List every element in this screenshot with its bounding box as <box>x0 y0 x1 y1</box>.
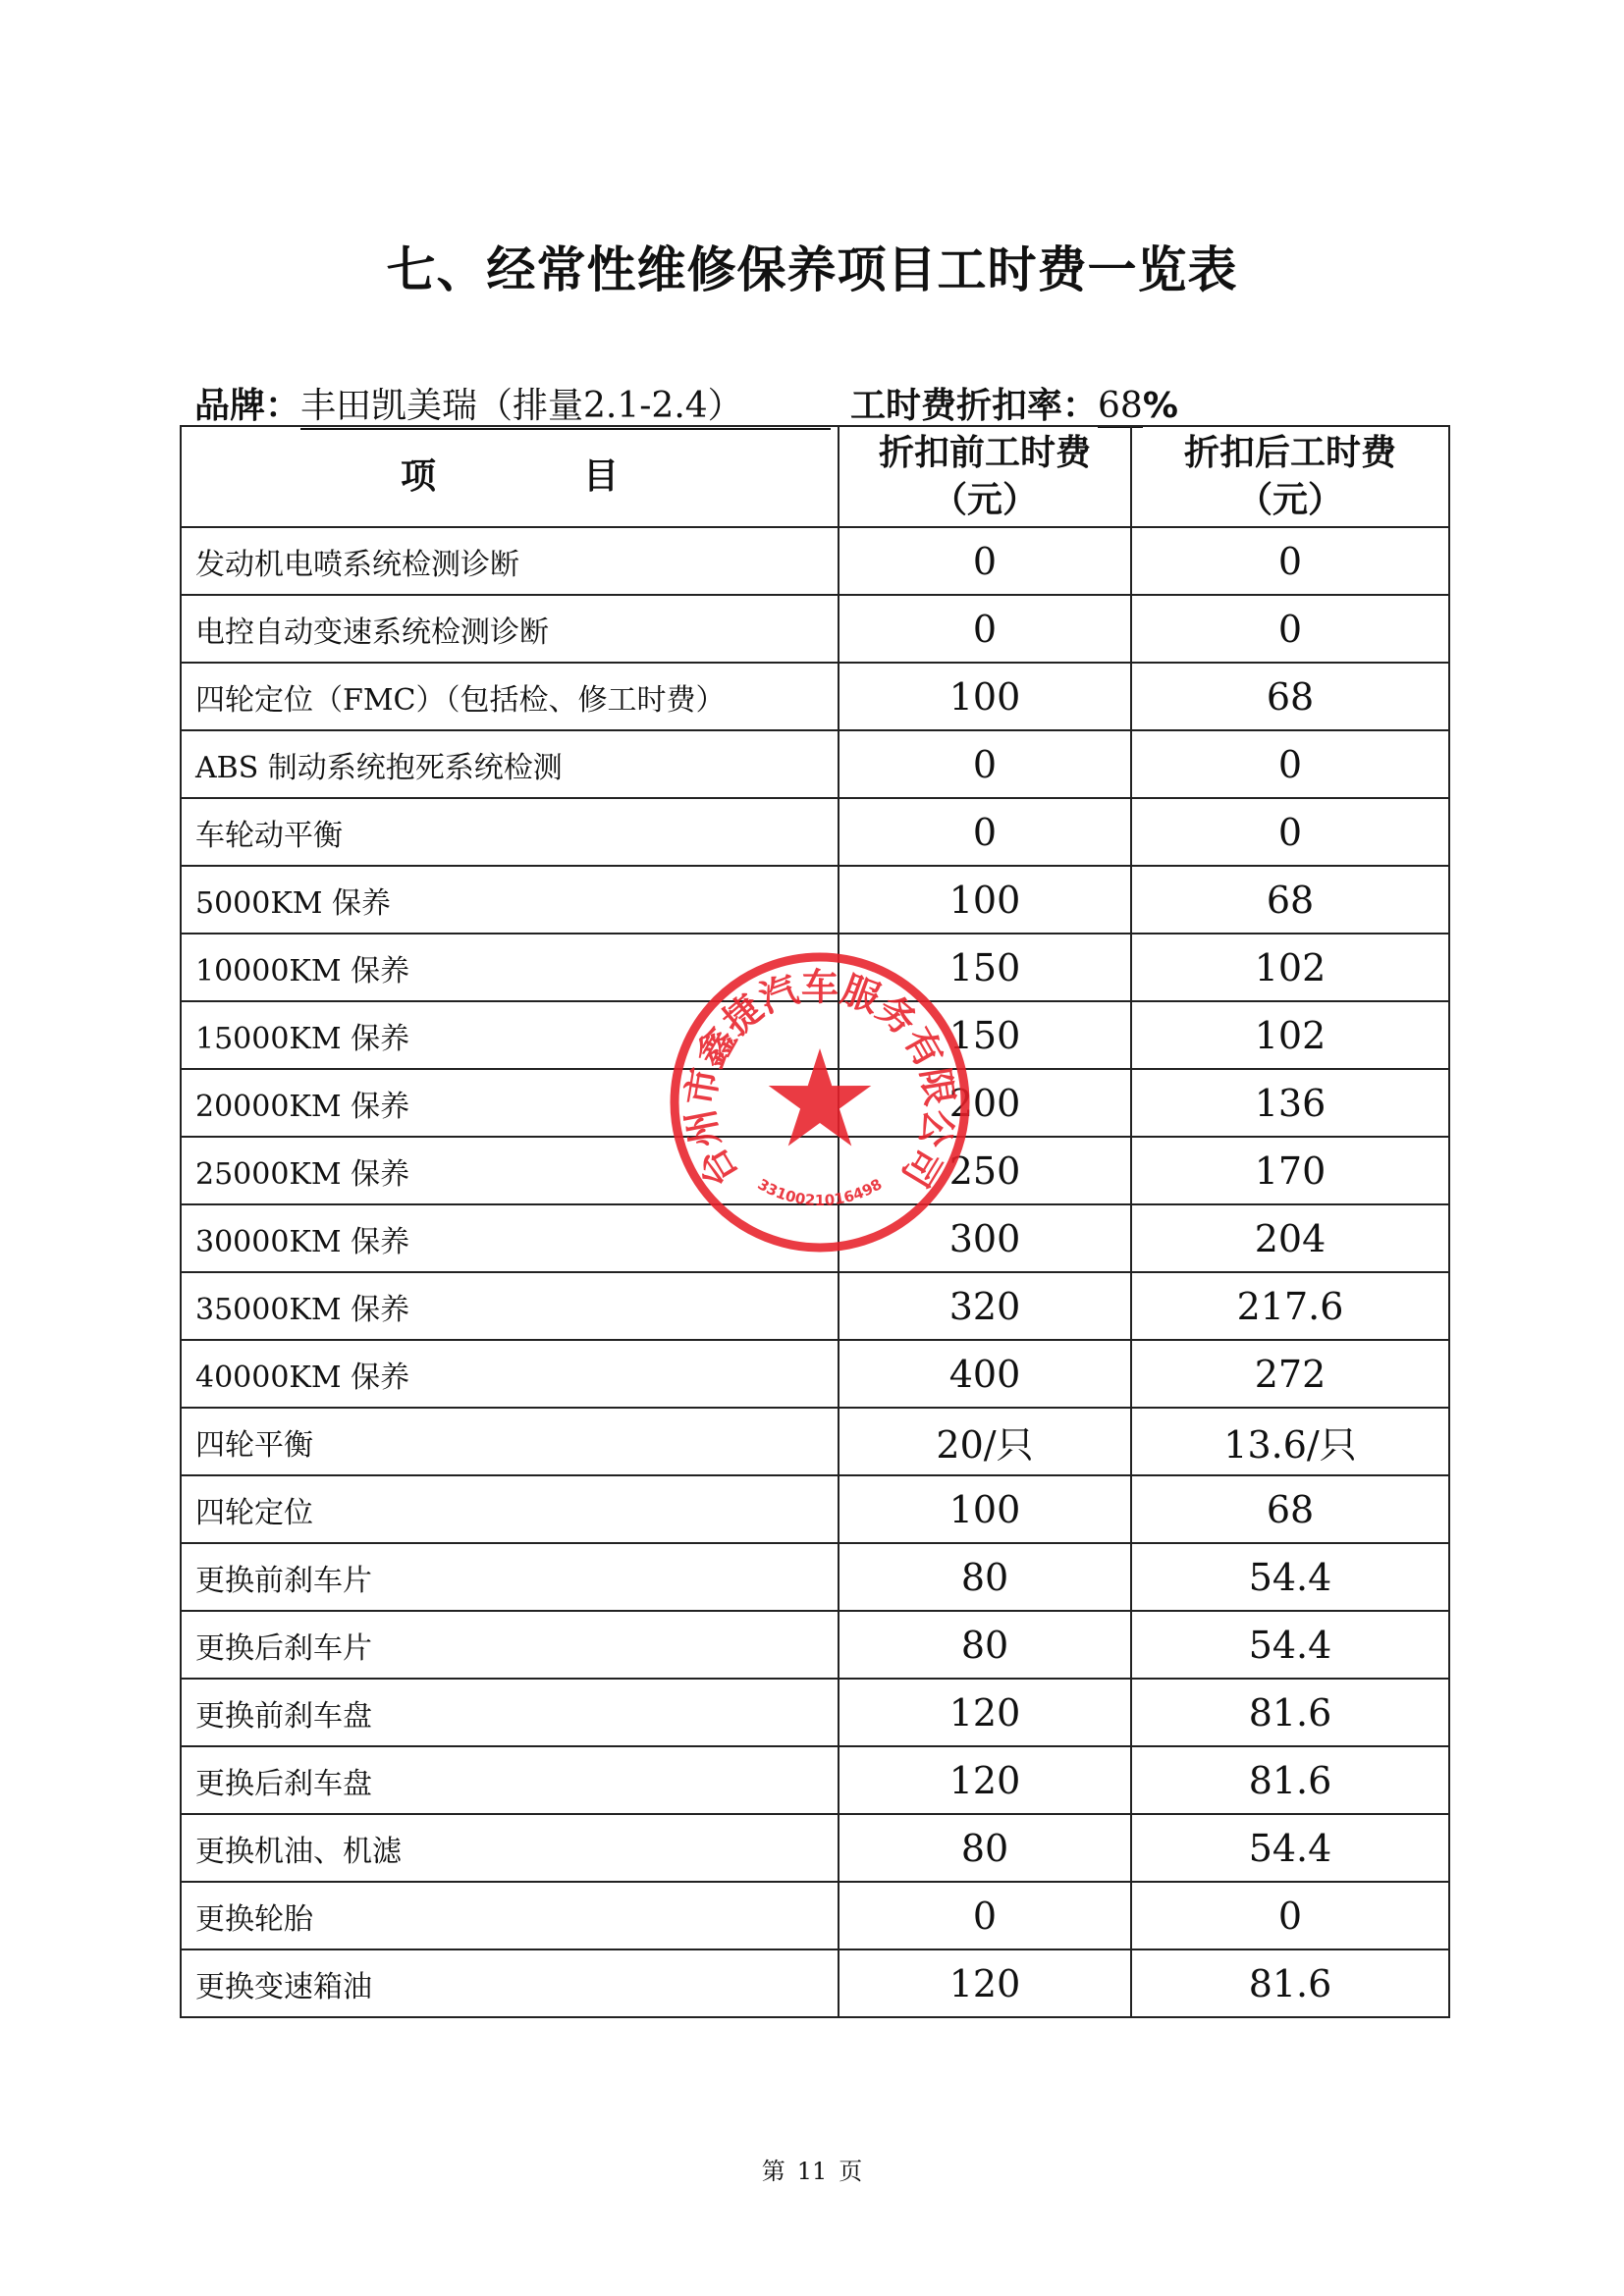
item-cell: 四轮平衡 <box>181 1408 839 1475</box>
table-row <box>181 663 1449 730</box>
before-cell: 0 <box>839 527 1131 595</box>
before-cell: 100 <box>839 866 1131 934</box>
after-cell: 54.4 <box>1131 1543 1449 1611</box>
seal-code-path: 3310021016498 <box>754 1175 886 1209</box>
header-before-discount <box>839 426 1131 527</box>
table-row <box>181 527 1449 595</box>
company-seal <box>668 950 972 1255</box>
after-cell: 204 <box>1131 1204 1449 1272</box>
after-cell: 0 <box>1131 595 1449 663</box>
after-cell: 272 <box>1131 1340 1449 1408</box>
rate-value: 68 <box>1098 386 1143 426</box>
header-item-b: 目 <box>583 455 620 497</box>
before-cell: 120 <box>839 1949 1131 2017</box>
header-item-a: 项 <box>400 455 436 497</box>
table-row <box>181 1814 1449 1882</box>
header-before-line1: 折扣前工时费 <box>878 432 1091 473</box>
after-cell: 170 <box>1131 1137 1449 1204</box>
header-item <box>181 426 839 527</box>
item-cell: 20000KM 保养 <box>181 1069 839 1137</box>
before-cell: 20/只 <box>839 1408 1131 1475</box>
before-cell: 120 <box>839 1679 1131 1746</box>
table-row <box>181 1272 1449 1340</box>
seal-text-path: 台州市鑫捷汽车服务有限公司 <box>677 965 962 1195</box>
after-cell: 0 <box>1131 730 1449 798</box>
after-cell: 54.4 <box>1131 1611 1449 1679</box>
seal-code <box>755 1175 886 1209</box>
item-cell: 10000KM 保养 <box>181 934 839 1001</box>
table-row <box>181 1679 1449 1746</box>
page-title: 七、经常性维修保养项目工时费一览表 <box>386 241 1238 298</box>
before-cell: 0 <box>839 595 1131 663</box>
item-cell: 更换后刹车片 <box>181 1611 839 1679</box>
before-cell: 200 <box>839 1069 1131 1137</box>
rate-unit: % <box>1142 386 1178 426</box>
after-cell: 68 <box>1131 866 1449 934</box>
item-cell: 15000KM 保养 <box>181 1001 839 1069</box>
rate-label: 工时费折扣率： <box>850 386 1099 426</box>
before-cell: 0 <box>839 798 1131 866</box>
table-header-row <box>181 426 1449 527</box>
after-cell: 68 <box>1131 1475 1449 1543</box>
after-cell: 68 <box>1131 663 1449 730</box>
before-cell: 80 <box>839 1543 1131 1611</box>
after-cell: 54.4 <box>1131 1814 1449 1882</box>
brand-value: 丰田凯美瑞（排量2.1-2.4） <box>300 378 831 430</box>
before-cell: 300 <box>839 1204 1131 1272</box>
item-cell: 更换机油、机滤 <box>181 1814 839 1882</box>
before-cell: 80 <box>839 1611 1131 1679</box>
before-cell: 100 <box>839 1475 1131 1543</box>
page-footer <box>0 2152 1624 2186</box>
before-cell: 0 <box>839 1882 1131 1949</box>
item-cell: 30000KM 保养 <box>181 1204 839 1272</box>
item-cell: 40000KM 保养 <box>181 1340 839 1408</box>
seal-star-icon <box>769 1048 872 1147</box>
after-cell: 0 <box>1131 798 1449 866</box>
item-cell: 更换前刹车片 <box>181 1543 839 1611</box>
item-cell: 四轮定位（FMC）（包括检、修工时费） <box>181 663 839 730</box>
item-cell: 25000KM 保养 <box>181 1137 839 1204</box>
item-cell: 车轮动平衡 <box>181 798 839 866</box>
brand-line <box>194 378 1178 430</box>
before-cell: 150 <box>839 934 1131 1001</box>
before-cell: 150 <box>839 1001 1131 1069</box>
item-cell: 更换轮胎 <box>181 1882 839 1949</box>
table-row <box>181 730 1449 798</box>
after-cell: 217.6 <box>1131 1272 1449 1340</box>
after-cell: 13.6/只 <box>1131 1408 1449 1475</box>
after-cell: 81.6 <box>1131 1679 1449 1746</box>
after-cell: 102 <box>1131 934 1449 1001</box>
header-after-line2: （元） <box>1236 479 1343 520</box>
table-row <box>181 1408 1449 1475</box>
footer-prefix: 第 <box>761 2158 785 2185</box>
after-cell: 0 <box>1131 527 1449 595</box>
table-row <box>181 1746 1449 1814</box>
header-after-line1: 折扣后工时费 <box>1183 432 1396 473</box>
table-row <box>181 1340 1449 1408</box>
brand-label: 品牌： <box>194 386 301 426</box>
table-row <box>181 1949 1449 2017</box>
item-cell: 5000KM 保养 <box>181 866 839 934</box>
before-cell: 400 <box>839 1340 1131 1408</box>
table-row <box>181 1543 1449 1611</box>
item-cell: 更换前刹车盘 <box>181 1679 839 1746</box>
table-row <box>181 1475 1449 1543</box>
before-cell: 120 <box>839 1746 1131 1814</box>
table-row <box>181 798 1449 866</box>
after-cell: 136 <box>1131 1069 1449 1137</box>
item-cell: 电控自动变速系统检测诊断 <box>181 595 839 663</box>
before-cell: 250 <box>839 1137 1131 1204</box>
before-cell: 100 <box>839 663 1131 730</box>
after-cell: 81.6 <box>1131 1949 1449 2017</box>
after-cell: 81.6 <box>1131 1746 1449 1814</box>
item-cell: 发动机电喷系统检测诊断 <box>181 527 839 595</box>
before-cell: 0 <box>839 730 1131 798</box>
header-before-line2: （元） <box>931 479 1038 520</box>
header-after-discount <box>1131 426 1449 527</box>
item-cell: 更换后刹车盘 <box>181 1746 839 1814</box>
footer-suffix: 页 <box>839 2158 863 2185</box>
page-number: 11 <box>796 2158 828 2185</box>
table-row <box>181 1882 1449 1949</box>
after-cell: 0 <box>1131 1882 1449 1949</box>
item-cell: ABS 制动系统抱死系统检测 <box>181 730 839 798</box>
item-cell: 35000KM 保养 <box>181 1272 839 1340</box>
item-cell: 四轮定位 <box>181 1475 839 1543</box>
table-row <box>181 1611 1449 1679</box>
before-cell: 80 <box>839 1814 1131 1882</box>
item-cell: 更换变速箱油 <box>181 1949 839 2017</box>
table-row <box>181 595 1449 663</box>
before-cell: 320 <box>839 1272 1131 1340</box>
table-row <box>181 866 1449 934</box>
after-cell: 102 <box>1131 1001 1449 1069</box>
